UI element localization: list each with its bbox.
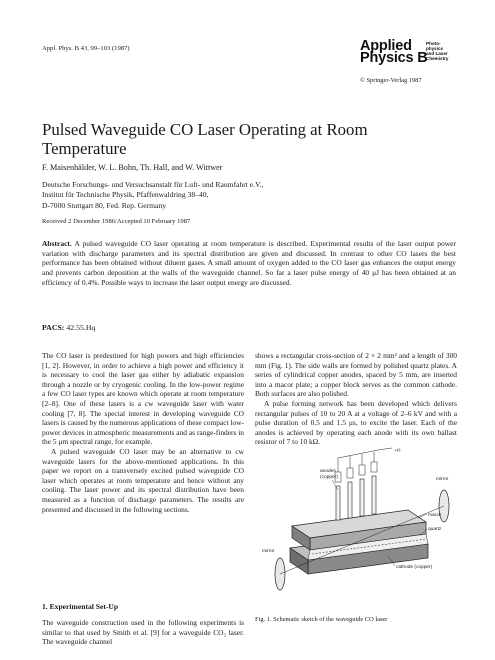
- abstract-text: A pulsed waveguide CO laser operating at room temperature is described. Experimental results of the laser output power variation with discharge parameters and its spectral distribution are given and discussed. In contrast to other CO lasers the best performance has been obtained without diluent gases. A small amount of oxygen added to the CO laser gas enhances the output energy and prevents carbon deposition at the walls of the waveguide channel. So far a laser pulse energy of 40 μJ has been obtained at an efficiency of 0.4%. Possible ways to increase the laser output energy are discussed.: [42, 239, 456, 287]
- logo-subtitle: [426, 41, 448, 61]
- resistor: [359, 465, 365, 475]
- abstract: [42, 239, 456, 288]
- resistor: [371, 462, 377, 472]
- affiliation-line: Institut für Technische Physik, Pfaffenwaldring 38–40,: [42, 190, 209, 200]
- anode-rod: [348, 482, 352, 518]
- logo-side-line: and Laser: [426, 51, 448, 56]
- author-list: F. Maisenhälder, W. L. Bohn, Th. Hall, and W. Wittwer: [42, 163, 223, 172]
- pacs-label: PACS:: [42, 323, 65, 332]
- body-paragraph: A pulsed waveguide CO laser may be an alternative to cw waveguide lasers for the above-mentioned applications. In this paper we report on a transversely excited pulsed waveguide CO laser which operates at room temperature and hence without any cooling. The laser power and its spectral distribution have been measured as a function of discharge parameters. The results are presented and discussed in the following sections.: [42, 446, 244, 514]
- figure-1: [260, 446, 460, 611]
- article-title: Pulsed Waveguide CO Laser Operating at Room Temperature: [42, 120, 368, 158]
- left-column-continued: [42, 618, 244, 647]
- anode-rod: [336, 486, 340, 520]
- journal-logo: [360, 40, 460, 72]
- received-dates: Received 2 December 1986/Accepted 10 February 1987: [42, 218, 191, 225]
- body-paragraph: shows a rectangular cross-section of 2 × 2 mm² and a length of 300 mm (Fig. 1). The side walls are formed by polished quartz plates. A series of cylindrical copper anodes, spaced by 5 mm, are inserted into a macor plate; a copper block serves as the common cathode. Both surfaces are also polished.: [255, 351, 457, 399]
- affiliation-line: D-7000 Stuttgart 80, Fed. Rep. Germany: [42, 200, 167, 210]
- body-paragraph: The waveguide construction used in the following experiments is similar to that used by Smith et al. [9] for a waveguide CO₂ laser. The waveguide channel: [42, 618, 244, 647]
- abstract-label: Abstract.: [42, 239, 72, 248]
- journal-citation: Appl. Phys. B 43, 99–103 (1987): [42, 45, 130, 52]
- pulse-label: +⊓: [394, 449, 401, 454]
- left-column: [42, 351, 244, 514]
- anode-group: [336, 476, 376, 520]
- logo-word-applied: Applied: [360, 38, 412, 54]
- ballast-resistors: [335, 462, 377, 482]
- right-column: [255, 351, 457, 447]
- body-paragraph: The CO laser is predestined for high powers and high efficiencies [1, 2]. However, in order to achieve a high power and efficiency it is necessary to cool the laser gas either by adiabatic expansion through a nozzle or by cryogenic cooling. In the low-power regime a few CO laser types are known which operate at room temperature [2–8]. One of these lasers is a cw waveguide laser with water cooling [7, 8]. The special interest in developing waveguide CO lasers is caused by the numerous applications of these compact low-power devices in atmospheric measurements and as range-finders in the 5 μm spectral range, for example.: [42, 351, 244, 447]
- cathode-label: cathode (copper): [396, 565, 433, 570]
- anode-rod: [372, 476, 376, 514]
- logo-side-line: physics: [426, 46, 444, 51]
- copyright-notice: © Springer-Verlag 1987: [360, 77, 422, 84]
- pacs-codes: [42, 323, 95, 332]
- logo-side-line: Chemistry: [426, 56, 449, 61]
- anodes-label: anodes: [320, 469, 336, 474]
- logo-side-line: Photo-: [426, 41, 441, 46]
- mirror-bottom-label: mirror: [262, 549, 275, 554]
- copper-label: (copper): [320, 475, 338, 480]
- quartz-label: quartz: [428, 527, 442, 532]
- mirror-top-label: mirror: [436, 477, 449, 482]
- resistor: [347, 468, 353, 478]
- affiliation-line: Deutsche Forschungs- und Versuchsanstalt für Luft- und Raumfahrt e.V.,: [42, 180, 264, 189]
- body-paragraph: A pulse forming network has been developed which delivers rectangular pulses of 10 to 20 A at a voltage of 2–6 kV and with a pulse duration of 0.5 and 1.5 μs, to excite the laser. Each of the anodes is achieved by operating each anode with its own ballast resistor of 7 to 10 kΩ.: [255, 398, 457, 447]
- logo-word-physics: Physics B: [360, 50, 428, 66]
- macor-label: macor: [428, 513, 442, 518]
- logo-wordmark: [360, 40, 428, 64]
- laser-schematic: [260, 446, 460, 611]
- section-heading: 1. Experimental Set-Up: [42, 602, 119, 611]
- anode-rod: [360, 479, 364, 516]
- figure-caption: Fig. 1. Schematic sketch of the waveguide CO laser: [255, 616, 388, 623]
- pacs-value: 42.55.Hq: [66, 323, 96, 332]
- affiliation: [42, 180, 263, 211]
